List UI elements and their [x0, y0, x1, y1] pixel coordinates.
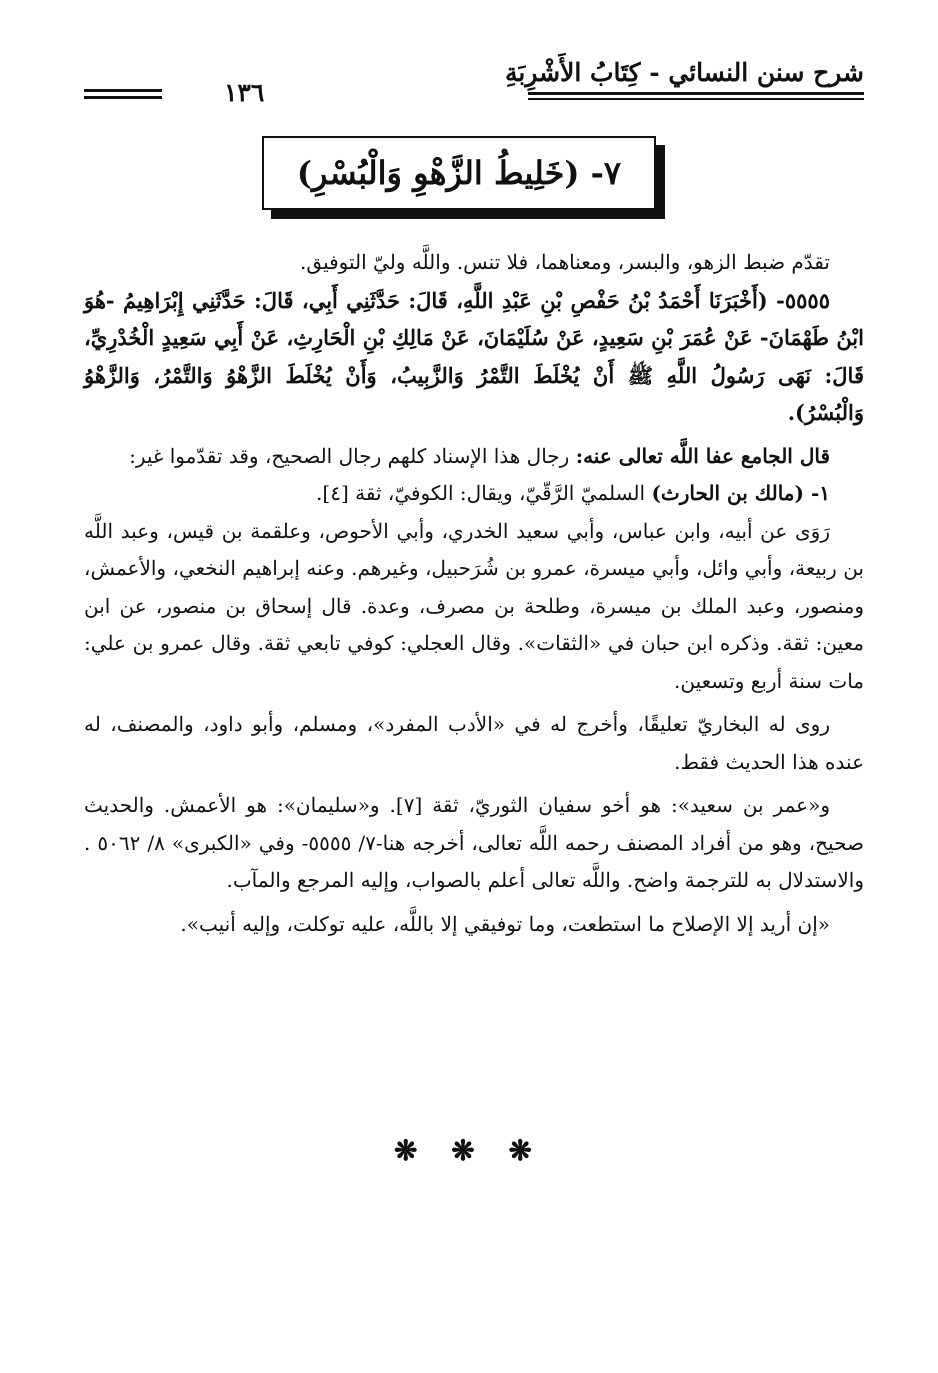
- chapter-heading-box: [262, 136, 656, 210]
- page-number: ١٣٦: [224, 78, 265, 107]
- narrator-description: السلميّ الرَّقّيّ، ويقال: الكوفيّ، ثقة [٤].: [316, 481, 646, 505]
- jami-paragraph: [84, 438, 864, 476]
- page-number-rules: [84, 89, 162, 103]
- hadith-text: ٥٥٥٥- (أَخْبَرَنَا أَحْمَدُ بْنُ حَفْصِ بْنِ عَبْدِ اللَّهِ، قَالَ: حَدَّثَنِي أَبِي، قَالَ: حَدَّثَنِي إِبْرَاهِيمُ -هُوَ ابْنُ طَهْمَانَ- عَنْ عُمَرَ بْنِ سَعِيدٍ، عَنْ سُلَيْمَانَ، عَنْ مَالِكِ بْنِ الْحَارِثِ، عَنْ أَبِي سَعِيدٍ الْخُدْرِيِّ، قَالَ: نَهَى رَسُولُ اللَّهِ ﷺ أَنْ يُخْلَطَ التَّمْرُ وَالزَّبِيبُ، وَأَنْ يُخْلَطَ الزَّهْوُ وَالتَّمْرُ، وَالزَّهْوُ وَالْبُسْرُ).: [84, 287, 864, 425]
- jami-lead: قال الجامع عفا اللَّه تعالى عنه:: [575, 443, 830, 468]
- intro-paragraph: تقدّم ضبط الزهو، والبسر، ومعناهما، فلا تنس. واللَّه وليّ التوفيق.: [300, 250, 830, 274]
- narrator-bio: رَوَى عن أبيه، وابن عباس، وأبي سعيد الخدري، وأبي الأحوص، وعلقمة بن قيس، وعبد اللَّه بن ربيعة، وأبي وائل، وأبي ميسرة، عمرو بن شُرَحبيل، وغيرهم. وعنه إبراهيم النخعي، والأعمش، ومنصور، وعبد الملك بن ميسرة، وطلحة بن مصرف، وعدة. قال إسحاق بن منصور، عن ابن معين: ثقة. وذكره ابن حبان في «الثقات». وقال العجلي: كوفي تابعي ثقة. وقال عمرو بن علي: مات سنة أربع وتسعين.: [84, 518, 864, 693]
- header-rule-secondary: [528, 98, 864, 100]
- book-title: شرح سنن النسائي - كِتَابُ الأَشْرِبَةِ: [504, 58, 864, 87]
- header-rule: [528, 92, 864, 95]
- chapter-heading: ٧- (خَلِيطُ الزَّهْوِ وَالْبُسْرِ): [296, 154, 622, 192]
- bukhari-paragraph: روى له البخاريّ تعليقًا، وأخرج له في «الأدب المفرد»، ومسلم، وأبو داود، والمصنف، له عنده هذا الحديث فقط.: [84, 712, 864, 774]
- running-header: [84, 58, 864, 106]
- closing-quote: «إن أريد إلا الإصلاح ما استطعت، وما توفيقي إلا باللَّه، عليه توكلت، وإليه أنيب».: [180, 911, 830, 936]
- jami-rest: رجال هذا الإسناد كلهم رجال الصحيح، وقد تقدّموا غير:: [129, 443, 570, 468]
- body-text: [84, 244, 864, 943]
- others-paragraph: و«عمر بن سعيد»: هو أخو سفيان الثوريّ، ثقة [٧]. و«سليمان»: هو الأعمش. والحديث صحيح، وهو من أفراد المصنف رحمه اللَّه تعالى، أخرجه هنا-٧/ ٥٥٥٥- وفي «الكبرى» ٨/ ٥٠٦٢ . والاستدلال به للترجمة واضح. واللَّه تعالى أعلم بالصواب، وإليه المرجع والمآب.: [84, 793, 864, 892]
- narrator-name: ١- (مالك بن الحارث): [651, 481, 830, 505]
- section-separator: ❋ ❋ ❋: [394, 1134, 544, 1167]
- narrator-heading: [84, 475, 864, 513]
